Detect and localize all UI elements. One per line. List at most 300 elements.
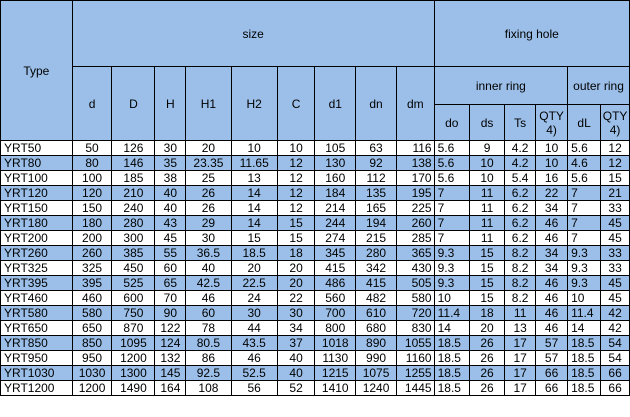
cell-d1: 184 (315, 186, 356, 201)
cell-outer-qty: 33 (601, 201, 630, 216)
cell-D: 750 (112, 306, 155, 321)
cell-outer-qty: 45 (601, 216, 630, 231)
cell-outer-qty: 12 (601, 141, 630, 156)
cell-dL: 14 (568, 321, 601, 336)
cell-inner-qty: 46 (536, 306, 568, 321)
cell-inner-qty: 34 (536, 246, 568, 261)
cell-H1: 92.5 (186, 366, 231, 381)
cell-dn: 63 (356, 141, 397, 156)
cell-dn: 415 (356, 276, 397, 291)
cell-D: 870 (112, 321, 155, 336)
cell-d: 180 (72, 216, 112, 231)
cell-dm: 285 (396, 231, 434, 246)
cell-do: 7 (434, 216, 469, 231)
cell-outer-qty: 42 (601, 306, 630, 321)
cell-C: 12 (277, 201, 315, 216)
cell-H2: 46 (231, 351, 277, 366)
table-row (1, 366, 630, 381)
cell-d: 100 (72, 171, 112, 186)
cell-H2: 11.65 (231, 156, 277, 171)
cell-d: 260 (72, 246, 112, 261)
cell-d: 150 (72, 201, 112, 216)
cell-dL: 9.3 (568, 276, 601, 291)
outer-ring-header: outer ring (568, 67, 630, 105)
cell-type: YRT950 (1, 351, 73, 366)
cell-type: YRT650 (1, 321, 73, 336)
col-H: H (155, 67, 186, 141)
cell-d: 1030 (72, 366, 112, 381)
cell-H: 60 (155, 261, 186, 276)
cell-type: YRT1030 (1, 366, 73, 381)
col-ds: ds (469, 105, 504, 141)
table-row (1, 246, 630, 261)
col-d1: d1 (315, 67, 356, 141)
cell-Ts: 8.2 (505, 291, 536, 306)
cell-dn: 342 (356, 261, 397, 276)
cell-type: YRT850 (1, 336, 73, 351)
cell-H1: 36.5 (186, 246, 231, 261)
cell-do: 11.4 (434, 306, 469, 321)
cell-outer-qty: 66 (601, 366, 630, 381)
cell-dm: 116 (396, 141, 434, 156)
cell-D: 240 (112, 201, 155, 216)
cell-dn: 680 (356, 321, 397, 336)
cell-Ts: 4.2 (505, 156, 536, 171)
cell-d: 395 (72, 276, 112, 291)
cell-dL: 7 (568, 186, 601, 201)
table-row (1, 261, 630, 276)
cell-inner-qty: 57 (536, 336, 568, 351)
cell-dm: 1255 (396, 366, 434, 381)
cell-H2: 14 (231, 186, 277, 201)
cell-d1: 1130 (315, 351, 356, 366)
cell-D: 600 (112, 291, 155, 306)
cell-D: 525 (112, 276, 155, 291)
cell-dL: 18.5 (568, 336, 601, 351)
cell-d1: 700 (315, 306, 356, 321)
cell-Ts: 6.2 (505, 231, 536, 246)
cell-ds: 26 (469, 351, 504, 366)
cell-do: 5.6 (434, 141, 469, 156)
cell-ds: 9 (469, 141, 504, 156)
cell-H2: 20 (231, 261, 277, 276)
cell-H2: 52.5 (231, 366, 277, 381)
cell-inner-qty: 46 (536, 231, 568, 246)
cell-inner-qty: 34 (536, 201, 568, 216)
cell-outer-qty: 33 (601, 246, 630, 261)
cell-dm: 260 (396, 216, 434, 231)
cell-inner-qty: 46 (536, 321, 568, 336)
cell-outer-qty: 45 (601, 291, 630, 306)
cell-type: YRT180 (1, 216, 73, 231)
cell-C: 20 (277, 261, 315, 276)
cell-d: 200 (72, 231, 112, 246)
cell-dL: 11.4 (568, 306, 601, 321)
cell-d: 650 (72, 321, 112, 336)
cell-inner-qty: 57 (536, 351, 568, 366)
cell-ds: 26 (469, 381, 504, 396)
cell-dL: 5.6 (568, 171, 601, 186)
cell-d1: 345 (315, 246, 356, 261)
cell-dn: 482 (356, 291, 397, 306)
cell-ds: 26 (469, 336, 504, 351)
cell-do: 7 (434, 201, 469, 216)
table-row (1, 171, 630, 186)
cell-ds: 11 (469, 231, 504, 246)
cell-do: 14 (434, 321, 469, 336)
cell-d1: 1410 (315, 381, 356, 396)
cell-dL: 4.6 (568, 156, 601, 171)
cell-H: 90 (155, 306, 186, 321)
cell-Ts: 17 (505, 366, 536, 381)
cell-type: YRT1200 (1, 381, 73, 396)
cell-dL: 7 (568, 231, 601, 246)
table-row (1, 216, 630, 231)
cell-dn: 990 (356, 351, 397, 366)
cell-do: 9.3 (434, 246, 469, 261)
cell-dL: 5.6 (568, 141, 601, 156)
cell-d1: 214 (315, 201, 356, 216)
cell-D: 185 (112, 171, 155, 186)
cell-C: 10 (277, 141, 315, 156)
cell-type: YRT120 (1, 186, 73, 201)
cell-inner-qty: 34 (536, 261, 568, 276)
cell-H2: 18.5 (231, 246, 277, 261)
cell-C: 12 (277, 171, 315, 186)
cell-d: 80 (72, 156, 112, 171)
cell-Ts: 6.2 (505, 201, 536, 216)
cell-ds: 26 (469, 366, 504, 381)
cell-type: YRT80 (1, 156, 73, 171)
cell-do: 10 (434, 291, 469, 306)
cell-do: 18.5 (434, 381, 469, 396)
cell-Ts: 8.2 (505, 261, 536, 276)
cell-D: 126 (112, 141, 155, 156)
cell-H: 124 (155, 336, 186, 351)
fixing-hole-header: fixing hole (434, 1, 629, 67)
cell-d1: 160 (315, 171, 356, 186)
cell-dL: 10 (568, 291, 601, 306)
table-row (1, 186, 630, 201)
cell-dL: 9.3 (568, 246, 601, 261)
cell-H: 45 (155, 231, 186, 246)
table-row (1, 291, 630, 306)
cell-H: 43 (155, 216, 186, 231)
cell-C: 40 (277, 366, 315, 381)
col-D: D (112, 67, 155, 141)
cell-do: 9.3 (434, 276, 469, 291)
table-row (1, 201, 630, 216)
cell-H: 145 (155, 366, 186, 381)
inner-ring-header: inner ring (434, 67, 567, 105)
cell-outer-qty: 12 (601, 156, 630, 171)
cell-C: 37 (277, 336, 315, 351)
cell-H1: 86 (186, 351, 231, 366)
cell-inner-qty: 66 (536, 381, 568, 396)
cell-type: YRT100 (1, 171, 73, 186)
cell-C: 15 (277, 231, 315, 246)
cell-C: 52 (277, 381, 315, 396)
cell-C: 34 (277, 321, 315, 336)
cell-H1: 30 (186, 231, 231, 246)
cell-Ts: 8.2 (505, 246, 536, 261)
cell-type: YRT395 (1, 276, 73, 291)
cell-H1: 60 (186, 306, 231, 321)
cell-dm: 720 (396, 306, 434, 321)
cell-D: 1095 (112, 336, 155, 351)
cell-ds: 15 (469, 246, 504, 261)
cell-d: 50 (72, 141, 112, 156)
cell-H: 70 (155, 291, 186, 306)
cell-type: YRT50 (1, 141, 73, 156)
cell-outer-qty: 33 (601, 261, 630, 276)
cell-H1: 80.5 (186, 336, 231, 351)
cell-Ts: 6.2 (505, 186, 536, 201)
col-H2: H2 (231, 67, 277, 141)
cell-dm: 225 (396, 201, 434, 216)
cell-d1: 560 (315, 291, 356, 306)
cell-d: 1200 (72, 381, 112, 396)
cell-dL: 18.5 (568, 381, 601, 396)
cell-H: 38 (155, 171, 186, 186)
cell-H: 40 (155, 201, 186, 216)
cell-C: 12 (277, 186, 315, 201)
cell-dL: 7 (568, 216, 601, 231)
cell-ds: 11 (469, 216, 504, 231)
cell-dn: 215 (356, 231, 397, 246)
cell-type: YRT460 (1, 291, 73, 306)
cell-inner-qty: 46 (536, 291, 568, 306)
cell-inner-qty: 66 (536, 366, 568, 381)
cell-dL: 18.5 (568, 366, 601, 381)
cell-D: 280 (112, 216, 155, 231)
cell-H1: 26 (186, 201, 231, 216)
cell-do: 7 (434, 186, 469, 201)
cell-Ts: 5.4 (505, 171, 536, 186)
table-body (1, 141, 630, 396)
col-inner-qty: QTY 4) (536, 105, 568, 141)
cell-C: 40 (277, 351, 315, 366)
cell-H1: 46 (186, 291, 231, 306)
cell-outer-qty: 54 (601, 351, 630, 366)
cell-Ts: 13 (505, 321, 536, 336)
type-header: Type (1, 1, 73, 141)
cell-H2: 22.5 (231, 276, 277, 291)
cell-H2: 44 (231, 321, 277, 336)
cell-H2: 14 (231, 216, 277, 231)
cell-H1: 26 (186, 186, 231, 201)
cell-do: 9.3 (434, 261, 469, 276)
cell-d1: 415 (315, 261, 356, 276)
cell-H1: 25 (186, 171, 231, 186)
cell-dn: 165 (356, 201, 397, 216)
cell-D: 1300 (112, 366, 155, 381)
cell-C: 12 (277, 156, 315, 171)
cell-ds: 15 (469, 291, 504, 306)
cell-dn: 92 (356, 156, 397, 171)
cell-dn: 135 (356, 186, 397, 201)
cell-H1: 29 (186, 216, 231, 231)
cell-H1: 23.35 (186, 156, 231, 171)
cell-dn: 280 (356, 246, 397, 261)
cell-H1: 20 (186, 141, 231, 156)
cell-d1: 244 (315, 216, 356, 231)
cell-C: 18 (277, 246, 315, 261)
cell-d: 460 (72, 291, 112, 306)
cell-Ts: 4.2 (505, 141, 536, 156)
table-row (1, 321, 630, 336)
cell-dm: 1160 (396, 351, 434, 366)
table-row (1, 351, 630, 366)
cell-do: 7 (434, 231, 469, 246)
cell-dL: 7 (568, 201, 601, 216)
size-header: size (72, 1, 434, 67)
cell-d: 950 (72, 351, 112, 366)
cell-d: 120 (72, 186, 112, 201)
cell-H2: 14 (231, 201, 277, 216)
col-dn: dn (356, 67, 397, 141)
cell-Ts: 17 (505, 336, 536, 351)
cell-ds: 15 (469, 276, 504, 291)
cell-inner-qty: 16 (536, 171, 568, 186)
cell-Ts: 6.2 (505, 216, 536, 231)
cell-inner-qty: 22 (536, 186, 568, 201)
cell-d1: 130 (315, 156, 356, 171)
cell-H2: 30 (231, 306, 277, 321)
col-dm: dm (396, 67, 434, 141)
table-row (1, 306, 630, 321)
col-d: d (72, 67, 112, 141)
cell-Ts: 17 (505, 381, 536, 396)
cell-H2: 24 (231, 291, 277, 306)
cell-ds: 18 (469, 306, 504, 321)
cell-dn: 890 (356, 336, 397, 351)
cell-d: 850 (72, 336, 112, 351)
cell-Ts: 17 (505, 351, 536, 366)
cell-H2: 43.5 (231, 336, 277, 351)
table-row (1, 381, 630, 396)
cell-ds: 11 (469, 201, 504, 216)
cell-outer-qty: 45 (601, 231, 630, 246)
cell-do: 18.5 (434, 351, 469, 366)
cell-d1: 1215 (315, 366, 356, 381)
cell-do: 18.5 (434, 336, 469, 351)
cell-dm: 365 (396, 246, 434, 261)
cell-H2: 10 (231, 141, 277, 156)
cell-C: 20 (277, 276, 315, 291)
cell-d1: 486 (315, 276, 356, 291)
cell-d1: 105 (315, 141, 356, 156)
cell-H: 132 (155, 351, 186, 366)
cell-ds: 20 (469, 321, 504, 336)
cell-H: 164 (155, 381, 186, 396)
cell-type: YRT200 (1, 231, 73, 246)
cell-d: 325 (72, 261, 112, 276)
cell-dm: 1445 (396, 381, 434, 396)
cell-H: 55 (155, 246, 186, 261)
col-H1: H1 (186, 67, 231, 141)
col-do: do (434, 105, 469, 141)
cell-C: 15 (277, 216, 315, 231)
cell-outer-qty: 66 (601, 381, 630, 396)
cell-dn: 610 (356, 306, 397, 321)
cell-D: 1200 (112, 351, 155, 366)
cell-outer-qty: 21 (601, 186, 630, 201)
cell-do: 5.6 (434, 156, 469, 171)
cell-type: YRT150 (1, 201, 73, 216)
table-row (1, 141, 630, 156)
cell-dn: 1075 (356, 366, 397, 381)
cell-d1: 274 (315, 231, 356, 246)
cell-H: 35 (155, 156, 186, 171)
cell-H1: 78 (186, 321, 231, 336)
cell-dL: 18.5 (568, 351, 601, 366)
cell-H: 30 (155, 141, 186, 156)
cell-ds: 10 (469, 156, 504, 171)
cell-H1: 108 (186, 381, 231, 396)
col-Ts: Ts (505, 105, 536, 141)
table-header (1, 1, 630, 141)
cell-type: YRT325 (1, 261, 73, 276)
cell-inner-qty: 46 (536, 276, 568, 291)
cell-D: 300 (112, 231, 155, 246)
cell-inner-qty: 10 (536, 141, 568, 156)
cell-d: 580 (72, 306, 112, 321)
cell-dn: 112 (356, 171, 397, 186)
cell-H1: 42.5 (186, 276, 231, 291)
cell-C: 22 (277, 291, 315, 306)
cell-dm: 505 (396, 276, 434, 291)
cell-do: 18.5 (434, 366, 469, 381)
cell-ds: 11 (469, 186, 504, 201)
cell-ds: 10 (469, 171, 504, 186)
cell-D: 450 (112, 261, 155, 276)
cell-H2: 56 (231, 381, 277, 396)
cell-D: 146 (112, 156, 155, 171)
col-dL: dL (568, 105, 601, 141)
cell-dm: 830 (396, 321, 434, 336)
cell-dn: 1240 (356, 381, 397, 396)
cell-do: 5.6 (434, 171, 469, 186)
cell-dm: 170 (396, 171, 434, 186)
col-outer-qty: QTY 4) (601, 105, 630, 141)
cell-type: YRT260 (1, 246, 73, 261)
cell-dn: 194 (356, 216, 397, 231)
cell-Ts: 11 (505, 306, 536, 321)
table-row (1, 276, 630, 291)
table-row (1, 336, 630, 351)
cell-H2: 13 (231, 171, 277, 186)
cell-outer-qty: 54 (601, 336, 630, 351)
cell-D: 1490 (112, 381, 155, 396)
cell-outer-qty: 15 (601, 171, 630, 186)
cell-outer-qty: 45 (601, 276, 630, 291)
col-C: C (277, 67, 315, 141)
table-row (1, 156, 630, 171)
cell-inner-qty: 46 (536, 216, 568, 231)
cell-d1: 800 (315, 321, 356, 336)
cell-inner-qty: 10 (536, 156, 568, 171)
table-row (1, 231, 630, 246)
cell-outer-qty: 42 (601, 321, 630, 336)
cell-D: 385 (112, 246, 155, 261)
cell-H: 40 (155, 186, 186, 201)
cell-dm: 430 (396, 261, 434, 276)
cell-H: 122 (155, 321, 186, 336)
cell-dL: 9.3 (568, 261, 601, 276)
cell-H1: 40 (186, 261, 231, 276)
cell-dm: 1055 (396, 336, 434, 351)
